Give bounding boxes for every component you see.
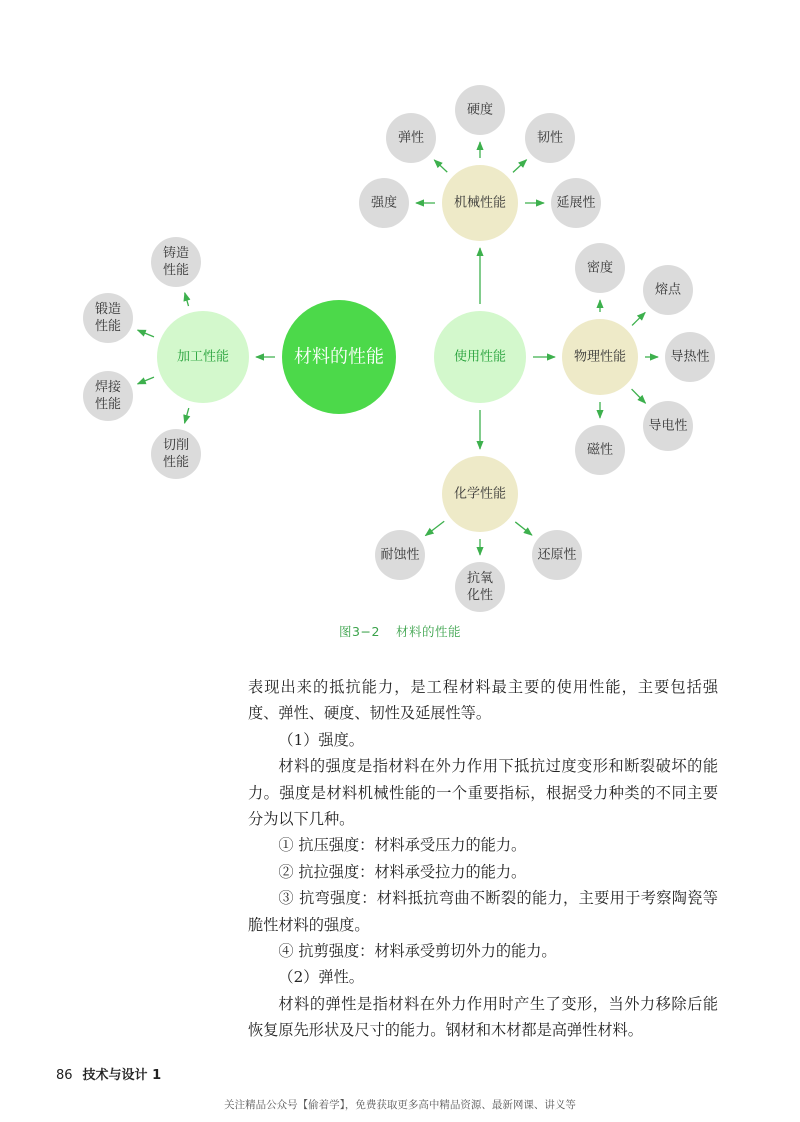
node-process-child-circle	[83, 293, 133, 343]
node-process-child	[83, 293, 133, 343]
arrow	[515, 522, 532, 535]
node-mechanical-child-label: 延展性	[556, 195, 596, 211]
heading-strength: （1）强度。	[278, 730, 364, 749]
node-process-child	[151, 237, 201, 287]
node-mechanical-child	[359, 178, 409, 228]
arrow	[513, 160, 527, 173]
node-physical-child	[643, 401, 693, 451]
arrow	[138, 330, 154, 337]
node-physical-child	[575, 425, 625, 475]
node-process-child-label: 性能	[162, 263, 190, 278]
node-mechanical-child-label: 强度	[370, 195, 398, 211]
node-process-child-label: 切削	[162, 438, 190, 453]
node-usage-properties-label: 使用性能	[453, 349, 507, 365]
node-physical-child-label: 导电性	[648, 418, 688, 434]
item-bending: ③ 抗弯强度：材料抵抗弯曲不断裂的能力，主要用于考察陶瓷等脆性材料的强度。	[248, 889, 718, 934]
node-chemical-child-label: 化性	[466, 588, 494, 603]
node-chemical-child	[455, 562, 505, 612]
node-usage-properties	[434, 311, 526, 403]
node-chemical-properties	[442, 456, 518, 532]
node-physical-child-label: 密度	[586, 260, 614, 276]
node-physical-child-label: 磁性	[586, 442, 614, 458]
paragraph-strength: 材料的强度是指材料在外力作用下抵抗过度变形和断裂破坏的能力。强度是材料机械性能的一个重要指标，根据受力种类的不同主要分为以下几种。	[248, 757, 718, 829]
node-process-child-label: 性能	[162, 455, 190, 470]
node-process-child-label: 锻造	[94, 302, 122, 317]
node-chemical-properties-label: 化学性能	[453, 486, 507, 502]
node-mechanical-child	[551, 178, 601, 228]
node-process-child	[83, 371, 133, 421]
node-process-child-label: 焊接	[94, 380, 122, 395]
figure-caption	[0, 622, 800, 640]
arrow	[185, 293, 189, 306]
node-chemical-child-label: 还原性	[537, 547, 577, 563]
node-physical-child	[665, 332, 715, 382]
node-mechanical-properties	[442, 165, 518, 241]
node-physical-child	[643, 265, 693, 315]
node-physical-child	[575, 243, 625, 293]
node-physical-child-label: 导热性	[670, 349, 710, 365]
arrow	[434, 160, 447, 172]
node-physical-properties	[562, 319, 638, 395]
figure-title: 材料的性能	[395, 624, 461, 639]
node-mechanical-child	[386, 113, 436, 163]
arrow	[632, 312, 645, 325]
node-processing-properties	[157, 311, 249, 403]
node-mechanical-child	[525, 113, 575, 163]
node-process-child	[151, 429, 201, 479]
node-chemical-child-label: 抗氧	[466, 571, 494, 586]
item-shear: ④ 抗剪强度：材料承受剪切外力的能力。	[278, 942, 557, 961]
node-chemical-child-circle	[455, 562, 505, 612]
item-tensile: ② 抗拉强度：材料承受拉力的能力。	[278, 862, 527, 881]
node-mechanical-child-label: 弹性	[397, 130, 425, 146]
node-process-child-label: 铸造	[162, 246, 190, 261]
node-process-child-label: 性能	[94, 397, 122, 412]
node-mechanical-child	[455, 85, 505, 135]
watermark-text: 关注精品公众号【偷着学】，免费获取更多高中精品资源、最新网课、讲义等	[224, 1099, 576, 1111]
node-process-child-circle	[151, 429, 201, 479]
paragraph-1: 表现出来的抵抗能力，是工程材料最主要的使用性能，主要包括强度、弹性、硬度、韧性及延展性等。	[248, 678, 718, 723]
node-process-child-circle	[83, 371, 133, 421]
diagram-nodes	[83, 85, 715, 612]
node-materials-properties-label: 材料的性能	[294, 346, 384, 368]
heading-elasticity: （2）弹性。	[278, 968, 364, 987]
node-chemical-child	[375, 530, 425, 580]
body-text	[248, 674, 718, 1044]
node-mechanical-child-label: 硬度	[466, 102, 494, 118]
arrow	[425, 521, 444, 535]
node-physical-child-label: 熔点	[654, 282, 682, 298]
node-mechanical-child-label: 韧性	[536, 130, 564, 146]
node-chemical-child	[532, 530, 582, 580]
book-title: 技术与设计 1	[82, 1068, 162, 1083]
arrow	[138, 377, 154, 384]
arrow	[185, 408, 189, 423]
node-process-child-circle	[151, 237, 201, 287]
page-footer	[56, 1064, 161, 1083]
item-compressive: ① 抗压强度：材料承受压力的能力。	[278, 836, 527, 855]
figure-number: 图3−2	[339, 624, 380, 639]
node-mechanical-properties-label: 机械性能	[453, 195, 507, 211]
paragraph-elasticity: 材料的弹性是指材料在外力作用时产生了变形，当外力移除后能恢复原先形状及尺寸的能力。钢材和木材都是高弹性材料。	[248, 994, 718, 1040]
node-chemical-child-label: 耐蚀性	[380, 547, 420, 563]
page-number: 86	[56, 1068, 73, 1083]
node-process-child-label: 性能	[94, 319, 122, 334]
arrow	[632, 389, 646, 403]
node-physical-properties-label: 物理性能	[573, 349, 627, 365]
node-processing-properties-label: 加工性能	[176, 349, 230, 365]
node-materials-properties	[282, 300, 396, 414]
